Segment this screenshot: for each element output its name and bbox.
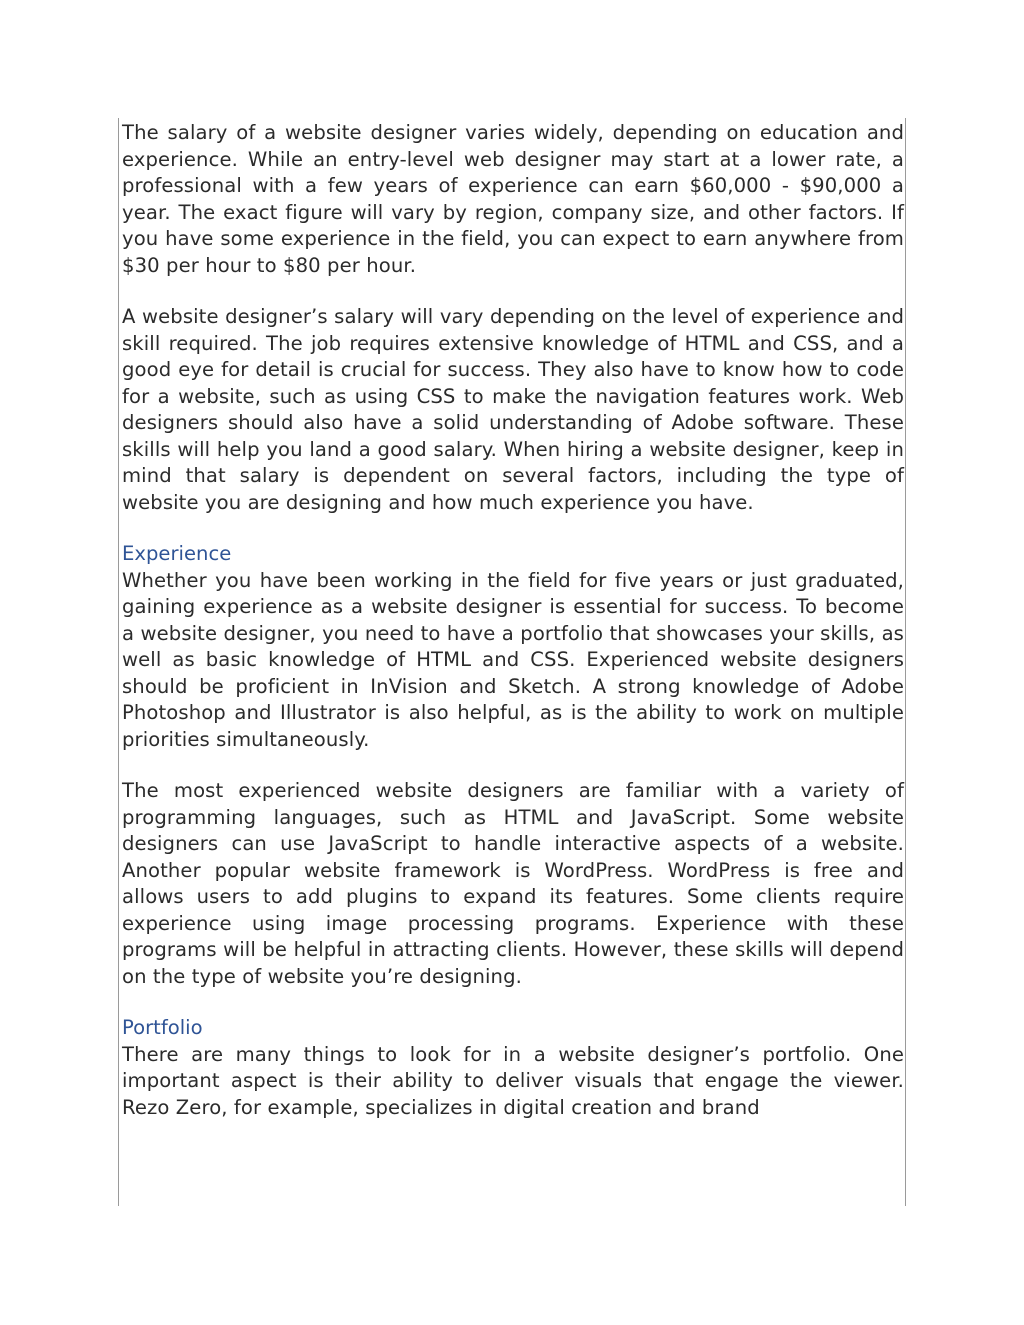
text-frame [118, 118, 906, 1206]
paragraph-spacer [122, 753, 904, 778]
experience-paragraph-portfolio: Whether you have been working in the field for five years or just graduated, gaining experience as a website designer is essential for success. To become a website designer, you need to have a portfolio that showcases your skills, as well as basic knowledge of HTML and CSS. Experienced website designers should be proficient in InVision and Sketch. A strong knowledge of Adobe Photoshop and Illustrator is also helpful, as is the ability to work on multiple priorities simultaneously. [122, 568, 904, 751]
paragraph-spacer [122, 516, 904, 541]
experience-heading: Experience [122, 542, 232, 565]
document-content [122, 118, 904, 1121]
paragraph-spacer [122, 990, 904, 1015]
experience-paragraph-languages: The most experienced website designers are familiar with a variety of programming languages, such as HTML and JavaScript. Some website designers can use JavaScript to handle interactive aspects of a website. Another popular website framework is WordPress. WordPress is free and allows users to add plugins to expand its features. Some clients require experience using image processing programs. Experience with these programs will be helpful in attracting clients. However, these skills will depend on the type of website you’re designing. [122, 779, 904, 988]
portfolio-paragraph: There are many things to look for in a website designer’s portfolio. One important aspect is their ability to deliver visuals that engage the viewer. Rezo Zero, for example, specializes in digital creation and brand [122, 1042, 904, 1119]
intro-paragraph-salary-range: The salary of a website designer varies widely, depending on education and experience. While an entry-level web designer may start at a lower rate, a professional with a few years of experience can earn $60,000 - $90,000 a year. The exact figure will vary by region, company size, and other factors. If you have some experience in the field, you can expect to earn anywhere from $30 per hour to $80 per hour. [122, 121, 904, 277]
intro-paragraph-skills: A website designer’s salary will vary depending on the level of experience and skill required. The job requires extensive knowledge of HTML and CSS, and a good eye for detail is crucial for success. They also have to know how to code for a website, such as using CSS to make the navigation features work. Web designers should also have a solid understanding of Adobe software. These skills will help you land a good salary. When hiring a website designer, keep in mind that salary is dependent on several factors, including the type of website you are designing and how much experience you have. [122, 305, 904, 514]
portfolio-heading: Portfolio [122, 1016, 203, 1039]
paragraph-spacer [122, 279, 904, 304]
